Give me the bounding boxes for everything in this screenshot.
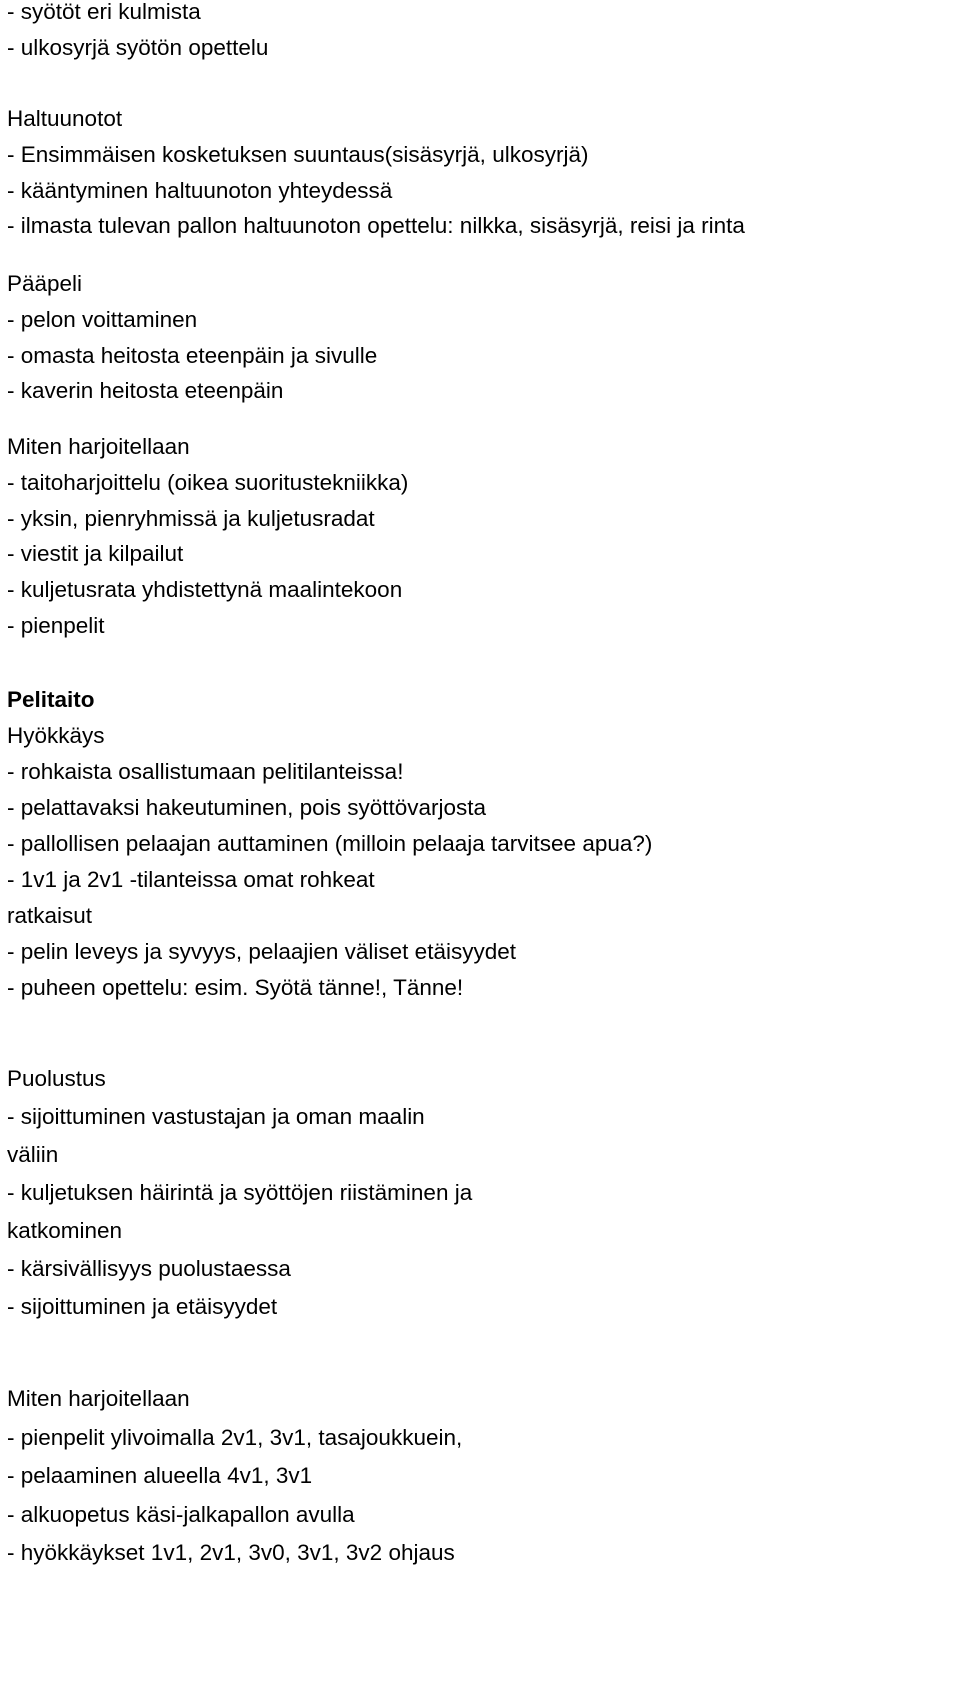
section-heading-paapeli: Pääpeli [7,271,83,296]
bullet-line: - kuljetusrata yhdistettynä maalintekoon [7,577,403,602]
bullet-line: - viestit ja kilpailut [7,541,184,566]
bullet-line: - pelaaminen alueella 4v1, 3v1 [7,1463,313,1488]
bullet-line: - sijoittuminen ja etäisyydet [7,1294,278,1319]
bullet-line: - pienpelit ylivoimalla 2v1, 3v1, tasajoukkuein, [7,1425,463,1450]
bullet-line: - pienpelit [7,613,105,638]
bullet-line: - pallollisen pelaajan auttaminen (milloin pelaaja tarvitsee apua?) [7,831,653,856]
bullet-line: - Ensimmäisen kosketuksen suuntaus(sisäsyrjä, ulkosyrjä) [7,142,589,167]
subheading-hyokkays: Hyökkäys [7,723,105,748]
bullet-continuation: ratkaisut [7,903,93,928]
section-heading-miten-harjoitellaan: Miten harjoitellaan [7,434,190,459]
bullet-line: - rohkaista osallistumaan pelitilanteissa! [7,759,404,784]
bullet-line: - 1v1 ja 2v1 -tilanteissa omat rohkeat [7,867,375,892]
bullet-line: - hyökkäykset 1v1, 2v1, 3v0, 3v1, 3v2 ohjaus [7,1540,455,1565]
bullet-line: - kärsivällisyys puolustaessa [7,1256,291,1281]
bullet-continuation: katkominen [7,1218,123,1243]
bullet-line: - syötöt eri kulmista [7,0,201,24]
bullet-line: - pelattavaksi hakeutuminen, pois syöttövarjosta [7,795,487,820]
section-heading-miten-harjoitellaan: Miten harjoitellaan [7,1386,190,1411]
bullet-line: - ilmasta tulevan pallon haltuunoton opettelu: nilkka, sisäsyrjä, reisi ja rinta [7,213,745,238]
bullet-line: - omasta heitosta eteenpäin ja sivulle [7,343,378,368]
bullet-line: - alkuopetus käsi-jalkapallon avulla [7,1502,355,1527]
bullet-line: - pelin leveys ja syvyys, pelaajien väliset etäisyydet [7,939,516,964]
bullet-line: - kääntyminen haltuunoton yhteydessä [7,178,393,203]
bullet-line: - kuljetuksen häirintä ja syöttöjen riistäminen ja [7,1180,473,1205]
bullet-line: - sijoittuminen vastustajan ja oman maalin [7,1104,425,1129]
bullet-line: - puheen opettelu: esim. Syötä tänne!, Tänne! [7,975,464,1000]
bullet-line: - yksin, pienryhmissä ja kuljetusradat [7,506,375,531]
bullet-line: - kaverin heitosta eteenpäin [7,378,284,403]
bullet-line: - pelon voittaminen [7,307,198,332]
subheading-puolustus: Puolustus [7,1066,106,1091]
section-heading-pelitaito: Pelitaito [7,687,95,712]
section-heading-haltuunotot: Haltuunotot [7,106,123,131]
bullet-line: - ulkosyrjä syötön opettelu [7,35,269,60]
bullet-line: - taitoharjoittelu (oikea suoritustekniikka) [7,470,409,495]
bullet-continuation: väliin [7,1142,59,1167]
